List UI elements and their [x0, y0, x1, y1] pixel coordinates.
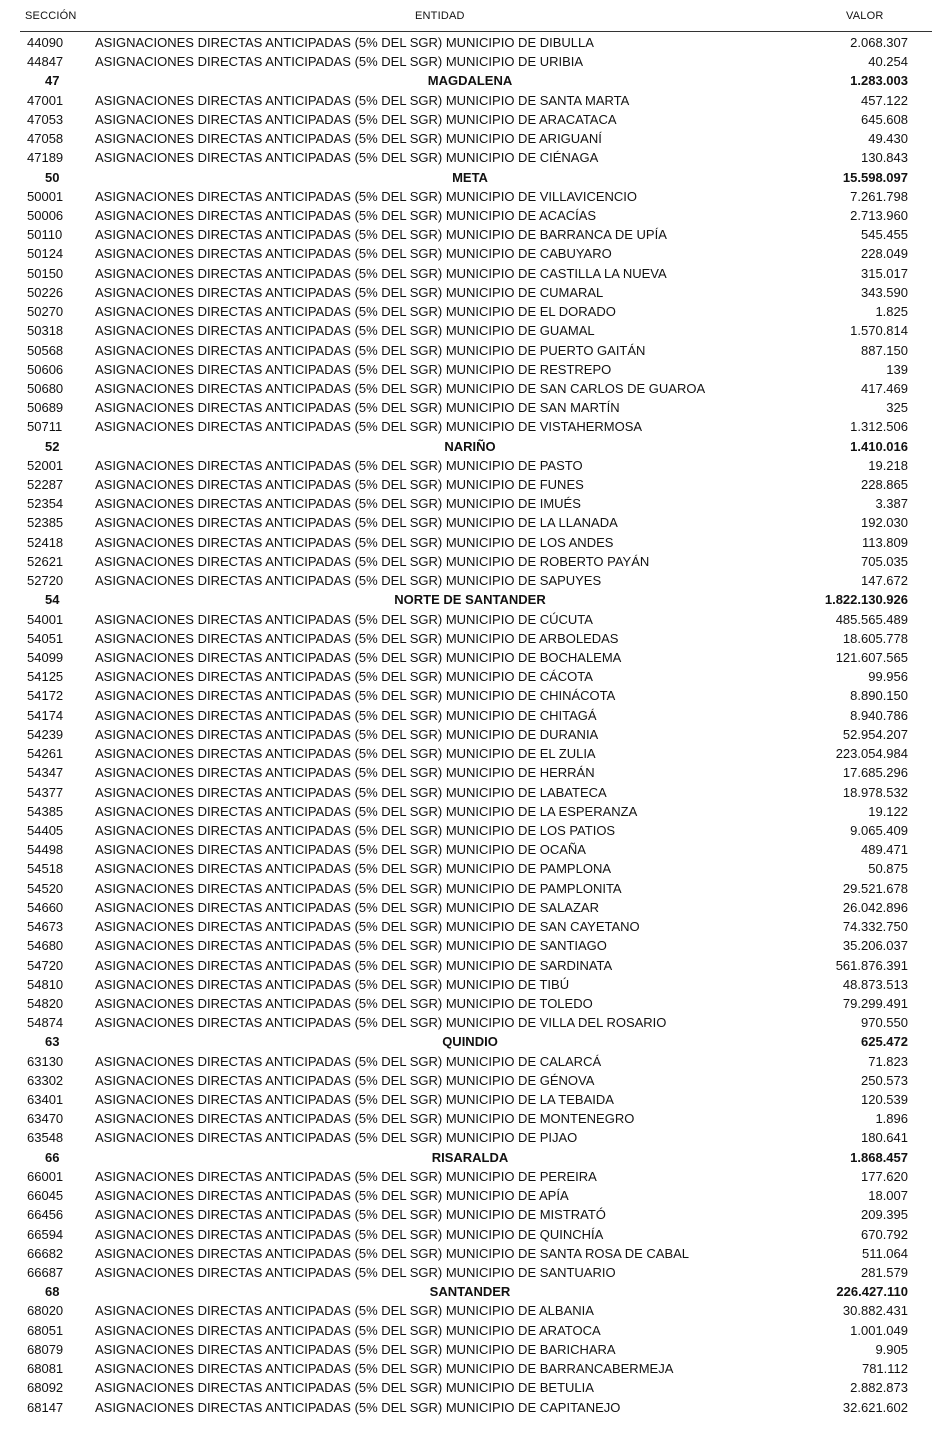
table-row	[0, 1321, 940, 1340]
amount-value: 1.312.506	[850, 419, 908, 435]
section-code: 52001	[27, 457, 64, 473]
table-row	[0, 686, 940, 705]
amount-value: 1.825	[875, 304, 908, 320]
section-code: 68081	[27, 1361, 64, 1377]
entity-name: ASIGNACIONES DIRECTAS ANTICIPADAS (5% DEL SGR) MUNICIPIO DE IMUÉS	[95, 496, 581, 512]
section-code: 47001	[27, 92, 64, 108]
amount-value: 52.954.207	[842, 726, 908, 742]
amount-value: 1.410.016	[850, 438, 908, 454]
amount-value: 645.608	[861, 111, 908, 127]
entity-name: ASIGNACIONES DIRECTAS ANTICIPADAS (5% DEL SGR) MUNICIPIO DE LA LLANADA	[95, 515, 618, 531]
entity-name: ASIGNACIONES DIRECTAS ANTICIPADAS (5% DEL SGR) MUNICIPIO DE PAMPLONITA	[95, 880, 622, 896]
section-code: 66456	[27, 1207, 64, 1223]
section-code: 50150	[27, 265, 64, 281]
section-code: 47053	[27, 111, 64, 127]
section-code: 44090	[27, 35, 64, 50]
group-row	[0, 437, 940, 456]
amount-value: 29.521.678	[842, 880, 908, 896]
table-row	[0, 321, 940, 340]
table-row	[0, 1301, 940, 1320]
table-row	[0, 763, 940, 782]
amount-value: 545.455	[861, 227, 908, 243]
entity-name: ASIGNACIONES DIRECTAS ANTICIPADAS (5% DEL SGR) MUNICIPIO DE VISTAHERMOSA	[95, 419, 643, 435]
amount-value: 887.150	[861, 342, 908, 358]
amount-value: 228.049	[861, 246, 908, 262]
entity-name: ASIGNACIONES DIRECTAS ANTICIPADAS (5% DEL SGR) MUNICIPIO DE BETULIA	[95, 1380, 594, 1396]
section-code: 54261	[27, 746, 64, 762]
section-code: 68020	[27, 1303, 64, 1319]
section-code: 47058	[27, 131, 64, 147]
amount-value: 7.261.798	[850, 188, 908, 204]
amount-value: 325	[886, 400, 908, 416]
section-code: 54405	[27, 822, 64, 838]
column-header-entidad: ENTIDAD	[415, 10, 465, 22]
amount-value: 1.822.130.926	[824, 592, 908, 608]
amount-value: 223.054.984	[835, 746, 908, 762]
section-code: 50568	[27, 342, 64, 358]
entity-name: ASIGNACIONES DIRECTAS ANTICIPADAS (5% DEL SGR) MUNICIPIO DE SANTA MARTA	[95, 92, 630, 108]
entity-name: ASIGNACIONES DIRECTAS ANTICIPADAS (5% DEL SGR) MUNICIPIO DE SAN CAYETANO	[95, 919, 640, 935]
table-row	[0, 1378, 940, 1397]
amount-value: 226.427.110	[836, 1284, 908, 1300]
table-row	[0, 110, 940, 129]
section-code: 68147	[27, 1399, 64, 1415]
section-code: 54347	[27, 765, 64, 781]
section-code: 50689	[27, 400, 64, 416]
group-row	[0, 168, 940, 187]
section-code: 52621	[27, 553, 64, 569]
table-row	[0, 667, 940, 686]
entity-name: ASIGNACIONES DIRECTAS ANTICIPADAS (5% DEL SGR) MUNICIPIO DE BOCHALEMA	[95, 650, 622, 665]
amount-value: 99.956	[868, 669, 908, 685]
section-code: 50226	[27, 284, 64, 300]
amount-value: 30.882.431	[842, 1303, 908, 1319]
table-row	[0, 936, 940, 955]
section-code: 50006	[27, 207, 64, 223]
amount-value: 32.621.602	[842, 1399, 908, 1415]
table-header	[0, 0, 940, 30]
amount-value: 18.978.532	[842, 784, 908, 800]
amount-value: 50.875	[868, 861, 908, 877]
table-row	[0, 1244, 940, 1263]
amount-value: 1.868.457	[850, 1149, 908, 1165]
section-code: 50110	[27, 227, 63, 243]
section-code: 54125	[27, 669, 64, 685]
table-row	[0, 533, 940, 552]
entity-name: ASIGNACIONES DIRECTAS ANTICIPADAS (5% DEL SGR) MUNICIPIO DE CÁCOTA	[95, 669, 593, 685]
entity-name: ASIGNACIONES DIRECTAS ANTICIPADAS (5% DEL SGR) MUNICIPIO DE CIÉNAGA	[95, 150, 599, 166]
table-row	[0, 648, 940, 667]
section-code: 54377	[27, 784, 64, 800]
entity-name: ASIGNACIONES DIRECTAS ANTICIPADAS (5% DEL SGR) MUNICIPIO DE MONTENEGRO	[95, 1111, 635, 1127]
amount-value: 781.112	[861, 1361, 908, 1377]
entity-name: ASIGNACIONES DIRECTAS ANTICIPADAS (5% DEL SGR) MUNICIPIO DE ROBERTO PAYÁN	[95, 553, 650, 569]
amount-value: 17.685.296	[842, 765, 908, 781]
amount-value: 18.007	[868, 1188, 908, 1204]
amount-value: 192.030	[861, 515, 908, 531]
section-code: 52287	[27, 477, 64, 493]
table-row	[0, 187, 940, 206]
budget-table	[0, 33, 940, 1417]
entity-name: ASIGNACIONES DIRECTAS ANTICIPADAS (5% DEL SGR) MUNICIPIO DE BARRANCABERMEJA	[95, 1361, 674, 1377]
amount-value: 40.254	[868, 54, 908, 70]
entity-name: ASIGNACIONES DIRECTAS ANTICIPADAS (5% DEL SGR) MUNICIPIO DE PEREIRA	[95, 1168, 597, 1184]
section-code: 54051	[27, 630, 64, 646]
entity-name: ASIGNACIONES DIRECTAS ANTICIPADAS (5% DEL SGR) MUNICIPIO DE ARACATACA	[95, 111, 617, 127]
amount-value: 180.641	[861, 1130, 908, 1146]
amount-value: 315.017	[861, 265, 908, 281]
amount-value: 1.001.049	[850, 1322, 908, 1338]
table-row	[0, 571, 940, 590]
entity-name: ASIGNACIONES DIRECTAS ANTICIPADAS (5% DEL SGR) MUNICIPIO DE SAN MARTÍN	[95, 400, 620, 416]
section-code: 66594	[27, 1226, 64, 1242]
entity-name: ASIGNACIONES DIRECTAS ANTICIPADAS (5% DEL SGR) MUNICIPIO DE LOS ANDES	[95, 534, 614, 550]
amount-value: 120.539	[861, 1092, 908, 1108]
group-row	[0, 1032, 940, 1051]
amount-value: 250.573	[861, 1072, 908, 1088]
table-row	[0, 744, 940, 763]
table-row	[0, 360, 940, 379]
table-row	[0, 1398, 940, 1417]
table-row	[0, 225, 940, 244]
table-row	[0, 859, 940, 878]
amount-value: 18.605.778	[842, 630, 908, 646]
section-code: 50606	[27, 361, 64, 377]
table-row	[0, 398, 940, 417]
amount-value: 113.809	[861, 534, 908, 550]
entity-name: ASIGNACIONES DIRECTAS ANTICIPADAS (5% DEL SGR) MUNICIPIO DE CASTILLA LA NUEVA	[95, 265, 667, 281]
section-code: 54680	[27, 938, 64, 954]
amount-value: 561.876.391	[835, 957, 908, 973]
table-row	[0, 1186, 940, 1205]
entity-name: ASIGNACIONES DIRECTAS ANTICIPADAS (5% DEL SGR) MUNICIPIO DE DIBULLA	[95, 35, 594, 50]
section-code: 54660	[27, 899, 64, 915]
table-row	[0, 610, 940, 629]
amount-value: 74.332.750	[842, 919, 908, 935]
section-code: 44847	[27, 54, 64, 70]
table-row	[0, 975, 940, 994]
section-code: 63470	[27, 1111, 64, 1127]
amount-value: 19.122	[868, 803, 908, 819]
amount-value: 19.218	[868, 457, 908, 473]
header-divider	[20, 31, 932, 32]
amount-value: 35.206.037	[842, 938, 908, 954]
entity-name: ASIGNACIONES DIRECTAS ANTICIPADAS (5% DEL SGR) MUNICIPIO DE DURANIA	[95, 726, 599, 742]
amount-value: 281.579	[861, 1265, 908, 1280]
amount-value: 8.940.786	[850, 707, 908, 723]
section-code: 50711	[27, 419, 63, 435]
entity-name: ASIGNACIONES DIRECTAS ANTICIPADAS (5% DEL SGR) MUNICIPIO DE ALBANIA	[95, 1303, 594, 1319]
entity-name: ASIGNACIONES DIRECTAS ANTICIPADAS (5% DEL SGR) MUNICIPIO DE CHINÁCOTA	[95, 688, 616, 704]
amount-value: 511.064	[861, 1245, 908, 1261]
entity-name: NORTE DE SANTANDER	[394, 592, 546, 608]
table-row	[0, 456, 940, 475]
entity-name: ASIGNACIONES DIRECTAS ANTICIPADAS (5% DEL SGR) MUNICIPIO DE HERRÁN	[95, 765, 595, 781]
section-code: 50	[45, 169, 60, 185]
table-row	[0, 879, 940, 898]
amount-value: 209.395	[861, 1207, 908, 1223]
section-code: 50124	[27, 246, 64, 262]
section-code: 54001	[27, 611, 64, 627]
table-row	[0, 513, 940, 532]
amount-value: 1.283.003	[850, 73, 908, 89]
entity-name: ASIGNACIONES DIRECTAS ANTICIPADAS (5% DEL SGR) MUNICIPIO DE SALAZAR	[95, 899, 599, 915]
entity-name: ASIGNACIONES DIRECTAS ANTICIPADAS (5% DEL SGR) MUNICIPIO DE CABUYARO	[95, 246, 612, 262]
table-row	[0, 994, 940, 1013]
entity-name: ASIGNACIONES DIRECTAS ANTICIPADAS (5% DEL SGR) MUNICIPIO DE LA TEBAIDA	[95, 1092, 614, 1108]
section-code: 54498	[27, 842, 64, 858]
table-row	[0, 91, 940, 110]
entity-name: ASIGNACIONES DIRECTAS ANTICIPADAS (5% DEL SGR) MUNICIPIO DE BARICHARA	[95, 1341, 616, 1357]
section-code: 68	[45, 1284, 60, 1300]
amount-value: 705.035	[861, 553, 908, 569]
amount-value: 147.672	[861, 573, 908, 589]
entity-name: ASIGNACIONES DIRECTAS ANTICIPADAS (5% DEL SGR) MUNICIPIO DE ARIGUANÍ	[95, 131, 602, 147]
entity-name: ASIGNACIONES DIRECTAS ANTICIPADAS (5% DEL SGR) MUNICIPIO DE CALARCÁ	[95, 1053, 602, 1069]
table-row	[0, 206, 940, 225]
entity-name: ASIGNACIONES DIRECTAS ANTICIPADAS (5% DEL SGR) MUNICIPIO DE VILLA DEL ROSARIO	[95, 1015, 667, 1031]
table-row	[0, 783, 940, 802]
table-row	[0, 1090, 940, 1109]
table-row	[0, 1263, 940, 1282]
section-code: 54673	[27, 919, 64, 935]
amount-value: 625.472	[861, 1034, 908, 1050]
entity-name: ASIGNACIONES DIRECTAS ANTICIPADAS (5% DEL SGR) MUNICIPIO DE SANTIAGO	[95, 938, 607, 954]
section-code: 52354	[27, 496, 64, 512]
table-row	[0, 1167, 940, 1186]
column-header-seccion: SECCIÓN	[25, 10, 77, 22]
amount-value: 1.570.814	[850, 323, 908, 339]
entity-name: ASIGNACIONES DIRECTAS ANTICIPADAS (5% DEL SGR) MUNICIPIO DE SANTA ROSA DE CABAL	[95, 1245, 690, 1261]
entity-name: ASIGNACIONES DIRECTAS ANTICIPADAS (5% DEL SGR) MUNICIPIO DE CÚCUTA	[95, 611, 593, 627]
entity-name: QUINDIO	[442, 1034, 498, 1050]
section-code: 68051	[27, 1322, 64, 1338]
amount-value: 3.387	[875, 496, 908, 512]
table-row	[0, 840, 940, 859]
amount-value: 457.122	[861, 92, 908, 108]
table-row	[0, 417, 940, 436]
entity-name: ASIGNACIONES DIRECTAS ANTICIPADAS (5% DEL SGR) MUNICIPIO DE PASTO	[95, 457, 583, 473]
table-row	[0, 802, 940, 821]
entity-name: ASIGNACIONES DIRECTAS ANTICIPADAS (5% DEL SGR) MUNICIPIO DE OCAÑA	[95, 842, 586, 858]
entity-name: ASIGNACIONES DIRECTAS ANTICIPADAS (5% DEL SGR) MUNICIPIO DE APÍA	[95, 1188, 569, 1204]
amount-value: 26.042.896	[842, 899, 908, 915]
amount-value: 2.713.960	[850, 207, 908, 223]
table-row	[0, 283, 940, 302]
section-code: 66001	[27, 1168, 64, 1184]
group-row	[0, 1282, 940, 1301]
section-code: 52418	[27, 534, 64, 550]
section-code: 54874	[27, 1015, 64, 1031]
table-row	[0, 725, 940, 744]
section-code: 66682	[27, 1245, 64, 1261]
amount-value: 71.823	[868, 1053, 908, 1069]
entity-name: RISARALDA	[431, 1149, 509, 1165]
amount-value: 121.607.565	[835, 650, 908, 665]
entity-name: ASIGNACIONES DIRECTAS ANTICIPADAS (5% DEL SGR) MUNICIPIO DE SAN CARLOS DE GUAROA	[95, 380, 706, 396]
section-code: 66045	[27, 1188, 64, 1204]
amount-value: 228.865	[861, 477, 908, 493]
entity-name: ASIGNACIONES DIRECTAS ANTICIPADAS (5% DEL SGR) MUNICIPIO DE EL ZULIA	[95, 746, 596, 762]
entity-name: SANTANDER	[429, 1284, 511, 1300]
entity-name: ASIGNACIONES DIRECTAS ANTICIPADAS (5% DEL SGR) MUNICIPIO DE EL DORADO	[95, 304, 616, 320]
amount-value: 8.890.150	[850, 688, 908, 704]
table-row	[0, 494, 940, 513]
entity-name: ASIGNACIONES DIRECTAS ANTICIPADAS (5% DEL SGR) MUNICIPIO DE GUAMAL	[95, 323, 595, 339]
table-row	[0, 148, 940, 167]
section-code: 68079	[27, 1341, 64, 1357]
section-code: 63130	[27, 1053, 64, 1069]
table-row	[0, 475, 940, 494]
amount-value: 1.896	[875, 1111, 908, 1127]
table-row	[0, 1205, 940, 1224]
entity-name: ASIGNACIONES DIRECTAS ANTICIPADAS (5% DEL SGR) MUNICIPIO DE ACACÍAS	[95, 207, 597, 223]
amount-value: 9.905	[875, 1341, 908, 1357]
table-row	[0, 706, 940, 725]
table-row	[0, 1013, 940, 1032]
amount-value: 417.469	[861, 380, 908, 396]
section-code: 54385	[27, 803, 64, 819]
entity-name: ASIGNACIONES DIRECTAS ANTICIPADAS (5% DEL SGR) MUNICIPIO DE LABATECA	[95, 784, 607, 800]
amount-value: 2.068.307	[850, 35, 908, 50]
entity-name: ASIGNACIONES DIRECTAS ANTICIPADAS (5% DEL SGR) MUNICIPIO DE PUERTO GAITÁN	[95, 342, 646, 358]
amount-value: 485.565.489	[835, 611, 908, 627]
section-code: 63302	[27, 1072, 64, 1088]
table-row	[0, 552, 940, 571]
group-row	[0, 590, 940, 609]
amount-value: 670.792	[861, 1226, 908, 1242]
table-row	[0, 1340, 940, 1359]
section-code: 54520	[27, 880, 64, 896]
entity-name: ASIGNACIONES DIRECTAS ANTICIPADAS (5% DEL SGR) MUNICIPIO DE CAPITANEJO	[95, 1399, 621, 1415]
entity-name: ASIGNACIONES DIRECTAS ANTICIPADAS (5% DEL SGR) MUNICIPIO DE URIBIA	[95, 54, 584, 70]
section-code: 54172	[27, 688, 64, 704]
amount-value: 49.430	[868, 131, 908, 147]
section-code: 66	[45, 1149, 60, 1165]
entity-name: ASIGNACIONES DIRECTAS ANTICIPADAS (5% DEL SGR) MUNICIPIO DE VILLAVICENCIO	[95, 188, 638, 204]
amount-value: 139	[886, 361, 908, 377]
section-code: 47	[45, 73, 60, 89]
section-code: 54820	[27, 995, 64, 1011]
table-row	[0, 33, 940, 52]
section-code: 54174	[27, 707, 64, 723]
section-code: 50318	[27, 323, 64, 339]
entity-name: ASIGNACIONES DIRECTAS ANTICIPADAS (5% DEL SGR) MUNICIPIO DE SAPUYES	[95, 573, 602, 589]
entity-name: ASIGNACIONES DIRECTAS ANTICIPADAS (5% DEL SGR) MUNICIPIO DE TOLEDO	[95, 995, 593, 1011]
amount-value: 15.598.097	[842, 169, 908, 185]
amount-value: 343.590	[861, 284, 908, 300]
entity-name: ASIGNACIONES DIRECTAS ANTICIPADAS (5% DEL SGR) MUNICIPIO DE CUMARAL	[95, 284, 604, 300]
section-code: 50001	[27, 188, 64, 204]
entity-name: ASIGNACIONES DIRECTAS ANTICIPADAS (5% DEL SGR) MUNICIPIO DE LOS PATIOS	[95, 822, 616, 838]
table-row	[0, 629, 940, 648]
amount-value: 489.471	[861, 842, 908, 858]
entity-name: ASIGNACIONES DIRECTAS ANTICIPADAS (5% DEL SGR) MUNICIPIO DE GÉNOVA	[95, 1072, 595, 1088]
group-row	[0, 1148, 940, 1167]
entity-name: ASIGNACIONES DIRECTAS ANTICIPADAS (5% DEL SGR) MUNICIPIO DE FUNES	[95, 477, 584, 493]
section-code: 63548	[27, 1130, 64, 1146]
section-code: 52	[45, 438, 60, 454]
section-code: 63	[45, 1034, 60, 1050]
table-row	[0, 1225, 940, 1244]
table-row	[0, 379, 940, 398]
amount-value: 130.843	[861, 150, 908, 166]
section-code: 47189	[27, 150, 64, 166]
table-row	[0, 264, 940, 283]
amount-value: 2.882.873	[850, 1380, 908, 1396]
section-code: 52720	[27, 573, 64, 589]
amount-value: 79.299.491	[842, 995, 908, 1011]
entity-name: ASIGNACIONES DIRECTAS ANTICIPADAS (5% DEL SGR) MUNICIPIO DE TIBÚ	[95, 976, 570, 992]
section-code: 54	[45, 592, 60, 608]
entity-name: NARIÑO	[444, 438, 496, 454]
entity-name: MAGDALENA	[427, 73, 513, 89]
table-row	[0, 1359, 940, 1378]
table-row	[0, 129, 940, 148]
entity-name: ASIGNACIONES DIRECTAS ANTICIPADAS (5% DEL SGR) MUNICIPIO DE LA ESPERANZA	[95, 803, 638, 819]
entity-name: META	[452, 169, 488, 185]
entity-name: ASIGNACIONES DIRECTAS ANTICIPADAS (5% DEL SGR) MUNICIPIO DE RESTREPO	[95, 361, 612, 377]
table-row	[0, 52, 940, 71]
table-row	[0, 956, 940, 975]
section-code: 68092	[27, 1380, 64, 1396]
entity-name: ASIGNACIONES DIRECTAS ANTICIPADAS (5% DEL SGR) MUNICIPIO DE SARDINATA	[95, 957, 613, 973]
table-row	[0, 244, 940, 263]
table-row	[0, 1128, 940, 1147]
table-row	[0, 898, 940, 917]
entity-name: ASIGNACIONES DIRECTAS ANTICIPADAS (5% DEL SGR) MUNICIPIO DE PIJAO	[95, 1130, 578, 1146]
amount-value: 48.873.513	[842, 976, 908, 992]
entity-name: ASIGNACIONES DIRECTAS ANTICIPADAS (5% DEL SGR) MUNICIPIO DE CHITAGÁ	[95, 707, 597, 723]
entity-name: ASIGNACIONES DIRECTAS ANTICIPADAS (5% DEL SGR) MUNICIPIO DE ARBOLEDAS	[95, 630, 619, 646]
section-code: 54518	[27, 861, 64, 877]
table-row	[0, 821, 940, 840]
section-code: 54239	[27, 726, 64, 742]
section-code: 63401	[27, 1092, 64, 1108]
amount-value: 177.620	[861, 1168, 908, 1184]
group-row	[0, 71, 940, 90]
amount-value: 9.065.409	[850, 822, 908, 838]
column-header-valor: VALOR	[846, 10, 884, 22]
section-code: 50680	[27, 380, 64, 396]
entity-name: ASIGNACIONES DIRECTAS ANTICIPADAS (5% DEL SGR) MUNICIPIO DE MISTRATÓ	[95, 1207, 606, 1223]
entity-name: ASIGNACIONES DIRECTAS ANTICIPADAS (5% DEL SGR) MUNICIPIO DE QUINCHÍA	[95, 1226, 604, 1242]
section-code: 66687	[27, 1265, 64, 1280]
section-code: 54099	[27, 650, 64, 665]
entity-name: ASIGNACIONES DIRECTAS ANTICIPADAS (5% DEL SGR) MUNICIPIO DE SANTUARIO	[95, 1265, 616, 1280]
table-row	[0, 917, 940, 936]
section-code: 50270	[27, 304, 64, 320]
table-row	[0, 1109, 940, 1128]
section-code: 54810	[27, 976, 64, 992]
amount-value: 970.550	[861, 1015, 908, 1031]
entity-name: ASIGNACIONES DIRECTAS ANTICIPADAS (5% DEL SGR) MUNICIPIO DE BARRANCA DE UPÍA	[95, 227, 667, 243]
table-row	[0, 1071, 940, 1090]
entity-name: ASIGNACIONES DIRECTAS ANTICIPADAS (5% DEL SGR) MUNICIPIO DE ARATOCA	[95, 1322, 601, 1338]
entity-name: ASIGNACIONES DIRECTAS ANTICIPADAS (5% DEL SGR) MUNICIPIO DE PAMPLONA	[95, 861, 612, 877]
section-code: 54720	[27, 957, 64, 973]
table-row	[0, 341, 940, 360]
table-row	[0, 1052, 940, 1071]
section-code: 52385	[27, 515, 64, 531]
table-row	[0, 302, 940, 321]
